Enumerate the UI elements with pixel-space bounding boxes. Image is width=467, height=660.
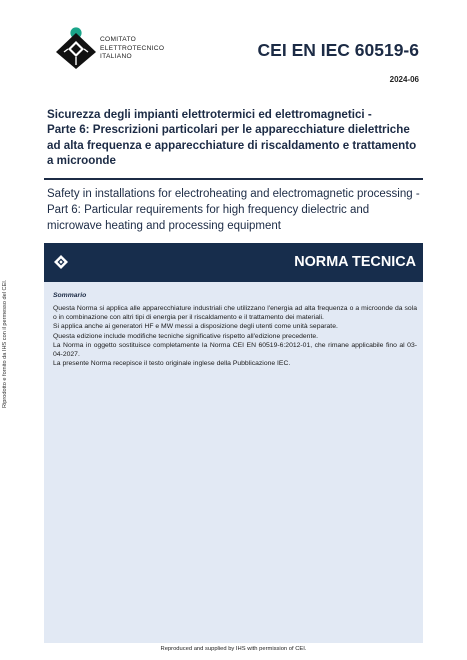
title-english xyxy=(47,187,422,234)
summary-paragraph: Si applica anche ai generatori HF e MW messi a disposizione degli utenti come unità separate. xyxy=(53,323,338,331)
organization-line-1: COMITATO xyxy=(100,36,137,43)
organization-name xyxy=(100,36,164,62)
organization-line-3: ITALIANO xyxy=(100,53,132,61)
title-it-line: Parte 6: Prescrizioni particolari per le apparecchiature dielettriche xyxy=(47,123,410,137)
title-italian xyxy=(47,107,422,168)
side-permission-note: Riprodotto e fornito da IHS con il permesso del CEI. xyxy=(2,279,8,408)
title-en-line: microwave heating and processing equipment xyxy=(47,219,281,232)
title-divider xyxy=(44,178,423,180)
title-en-line: Safety in installations for electroheating and electromagnetic processing - xyxy=(47,188,420,200)
standard-code: CEI EN IEC 60519-6 xyxy=(257,40,419,60)
cei-diamond-icon xyxy=(54,255,68,269)
footer-permission-note: Reproduced and supplied by IHS with permission of CEI. xyxy=(160,646,307,652)
summary-heading: Sommario xyxy=(53,292,87,299)
title-it-line: a microonde xyxy=(47,153,116,167)
summary-paragraph: Questa edizione include modifiche tecniche significative rispetto all'edizione precedente. xyxy=(53,332,319,340)
summary-paragraph: Questa Norma si applica alle apparecchiature industriali che utilizzano l'energia ad alta frequenza o a microonde da sola o in combinazione con altri tipi di energia per il riscaldamento e il trattamento dei materiali. xyxy=(53,305,417,322)
organization-line-2: ELETTROTECNICO xyxy=(100,44,165,52)
title-en-line: Part 6: Particular requirements for high frequency dielectric and xyxy=(47,203,370,216)
summary-body xyxy=(53,304,417,368)
standard-date: 2024-06 xyxy=(389,75,419,84)
cei-logo-icon xyxy=(50,27,102,69)
title-it-line: ad alta frequenza e apparecchiature di riscaldamento e trattamento xyxy=(47,138,417,152)
summary-paragraph: La presente Norma recepisce il testo originale inglese della Pubblicazione IEC. xyxy=(53,360,291,368)
summary-box xyxy=(44,282,423,643)
title-it-line: Sicurezza degli impianti elettrotermici ed elettromagnetici - xyxy=(47,108,372,121)
summary-paragraph: La Norma in oggetto sostituisce completamente la Norma CEI EN 60519-6:2012-01, che rimane applicabile fino al 03-04-2027. xyxy=(53,341,417,359)
banner-label: NORMA TECNICA xyxy=(294,254,416,270)
norma-tecnica-banner xyxy=(44,243,423,282)
